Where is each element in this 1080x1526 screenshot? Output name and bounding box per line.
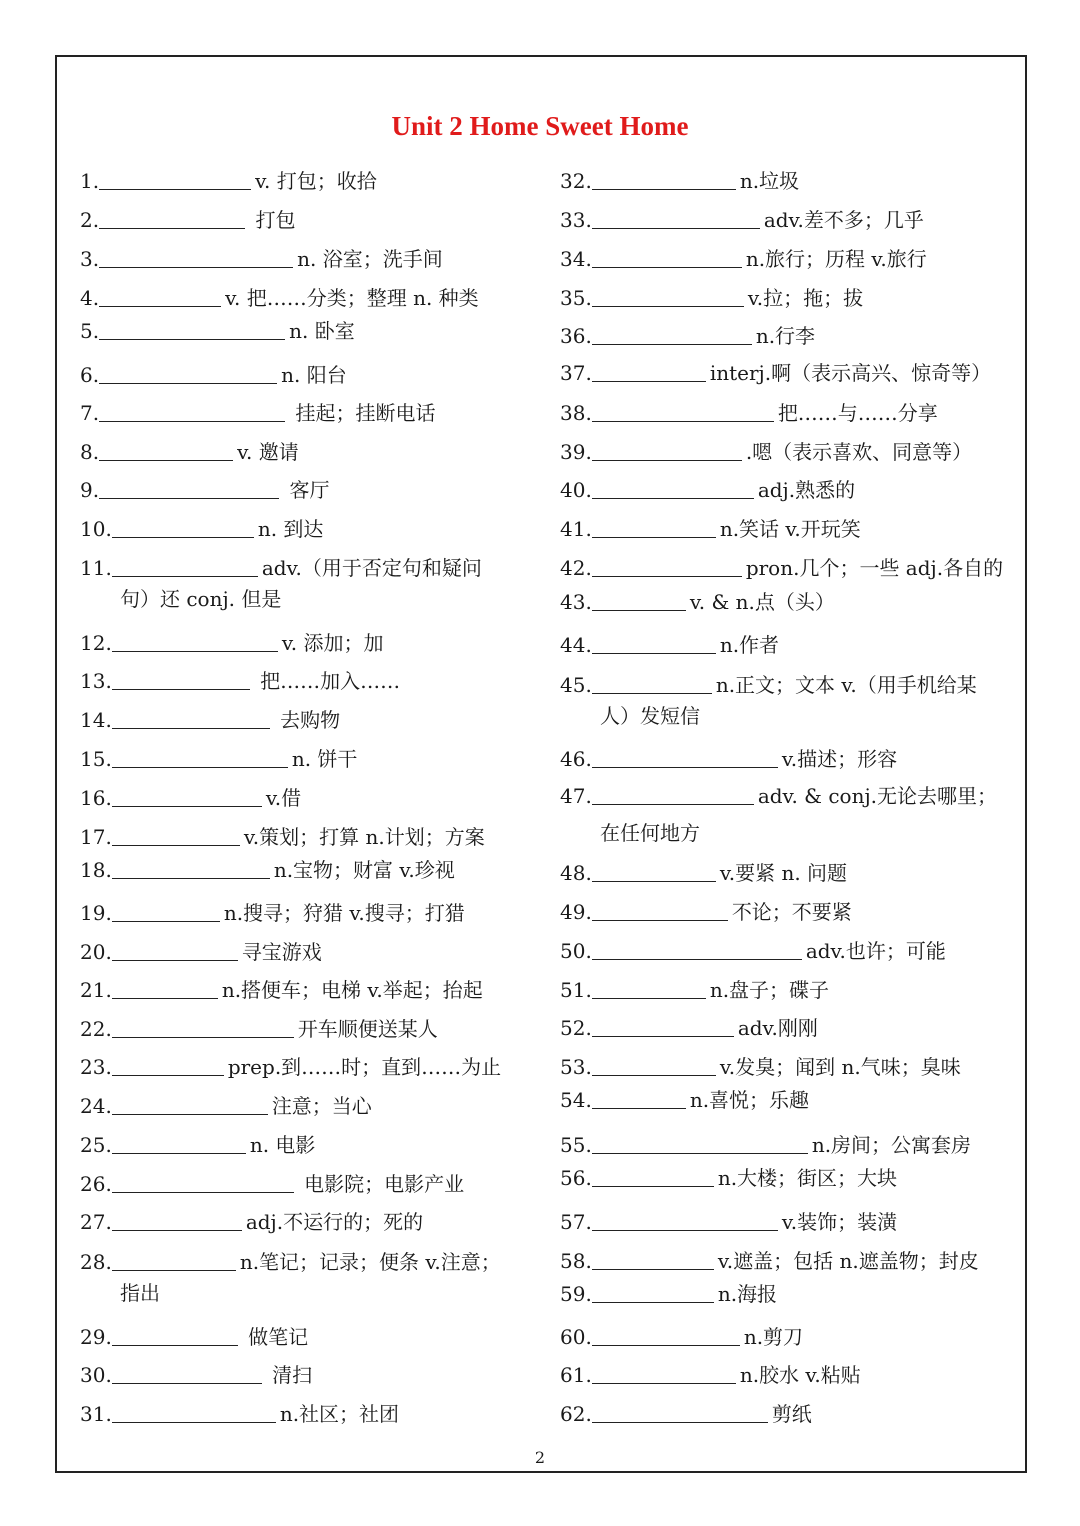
vocab-item: [80, 1016, 438, 1042]
worksheet-title: Unit 2 Home Sweet Home: [391, 111, 689, 141]
answer-blank[interactable]: [592, 324, 752, 345]
vocab-item: [560, 632, 779, 658]
vocab-item: [80, 477, 329, 503]
answer-blank[interactable]: [112, 669, 250, 690]
item-meaning: 电影院；电影产业: [297, 1172, 465, 1196]
vocab-item: [560, 1401, 812, 1427]
item-number: 54.: [560, 1088, 592, 1112]
item-meaning-continuation: 句）还 conj. 但是: [120, 587, 282, 611]
answer-blank[interactable]: [112, 1094, 268, 1115]
answer-blank[interactable]: [99, 440, 233, 461]
item-number: 9.: [80, 478, 100, 502]
answer-blank[interactable]: [112, 1172, 294, 1193]
answer-blank[interactable]: [99, 363, 277, 384]
item-meaning: v.遮盖；包括 n.遮盖物；封皮: [717, 1249, 979, 1273]
item-number: 46.: [560, 747, 592, 771]
item-meaning: v.装饰；装潢: [781, 1210, 898, 1234]
item-meaning: n.盘子；碟子: [709, 978, 830, 1002]
item-number: 53.: [560, 1055, 592, 1079]
answer-blank[interactable]: [99, 286, 221, 307]
answer-blank[interactable]: [112, 1325, 238, 1346]
item-number: 2.: [80, 208, 100, 232]
answer-blank[interactable]: [112, 901, 220, 922]
answer-blank[interactable]: [99, 478, 279, 499]
item-meaning: 挂起；挂断电话: [289, 401, 436, 425]
item-number: 6.: [80, 363, 100, 387]
item-meaning: 注意；当心: [271, 1094, 372, 1118]
answer-blank[interactable]: [592, 440, 742, 461]
item-meaning: pron.几个；一些 adj.各自的: [745, 556, 1004, 580]
answer-blank[interactable]: [592, 978, 706, 999]
vocab-item: [80, 630, 383, 656]
vocab-item: [80, 207, 295, 233]
vocab-item: [80, 785, 301, 811]
item-meaning: adv.也许；可能: [805, 939, 946, 963]
item-meaning: v.策划；打算 n.计划；方案: [243, 825, 485, 849]
vocab-item: [80, 439, 299, 465]
item-number: 40.: [560, 478, 592, 502]
item-number: 56.: [560, 1166, 592, 1190]
vocab-item: [80, 977, 483, 1003]
vocab-item: [560, 400, 938, 426]
item-meaning: n.笑话 v.开玩笑: [719, 517, 861, 541]
item-meaning: 把……与……分享: [777, 401, 938, 425]
vocab-item: [80, 285, 479, 311]
vocab-item: [80, 746, 357, 772]
vocab-item: [560, 860, 847, 886]
item-meaning: n.搜寻；狩猎 v.搜寻；打猎: [223, 901, 465, 925]
item-number: 10.: [80, 517, 112, 541]
vocab-item: [80, 1132, 315, 1158]
vocab-item: [80, 1054, 501, 1080]
answer-blank[interactable]: [112, 1017, 294, 1038]
answer-blank[interactable]: [592, 784, 754, 805]
item-number: 19.: [80, 901, 112, 925]
item-meaning: n. 到达: [257, 517, 324, 541]
answer-blank[interactable]: [592, 633, 716, 654]
vocab-item: [560, 1087, 809, 1113]
item-number: 35.: [560, 286, 592, 310]
page-number: 2: [534, 1448, 546, 1467]
vocab-item: [560, 1054, 961, 1080]
item-number: 55.: [560, 1133, 592, 1157]
item-number: 21.: [80, 978, 112, 1002]
vocab-item: [560, 360, 991, 386]
item-number: 58.: [560, 1249, 592, 1273]
vocab-item: [560, 246, 927, 272]
vocab-item: [560, 168, 799, 194]
answer-blank[interactable]: [592, 861, 716, 882]
item-number: 15.: [80, 747, 112, 771]
item-meaning-continuation: 在任何地方: [600, 821, 700, 845]
vocab-item: [560, 1015, 818, 1041]
answer-blank[interactable]: [112, 1363, 262, 1384]
item-number: 59.: [560, 1282, 592, 1306]
vocab-item: [80, 857, 455, 883]
item-meaning: v. 添加；加: [281, 631, 384, 655]
item-meaning-continuation: 指出: [120, 1281, 160, 1305]
item-number: 28.: [80, 1250, 112, 1274]
item-meaning: 打包: [249, 208, 296, 232]
item-number: 31.: [80, 1402, 112, 1426]
answer-blank[interactable]: [99, 319, 285, 340]
answer-blank[interactable]: [592, 1055, 716, 1076]
answer-blank[interactable]: [99, 247, 293, 268]
vocab-item: [80, 1093, 372, 1119]
vocab-item: [80, 400, 435, 426]
answer-blank[interactable]: [592, 208, 760, 229]
item-number: 20.: [80, 940, 112, 964]
item-meaning: n. 卧室: [289, 319, 355, 343]
vocab-item: [560, 1165, 897, 1191]
item-meaning: n.房间；公寓套房: [811, 1133, 972, 1157]
answer-blank[interactable]: [112, 747, 288, 768]
item-number: 5.: [80, 319, 100, 343]
item-meaning: n.宝物；财富 v.珍视: [273, 858, 455, 882]
answer-blank[interactable]: [592, 590, 686, 611]
item-number: 48.: [560, 861, 592, 885]
item-number: 47.: [560, 784, 592, 808]
item-number: 38.: [560, 401, 592, 425]
answer-blank[interactable]: [592, 1402, 768, 1423]
vocab-item: [560, 899, 852, 925]
answer-blank[interactable]: [592, 747, 778, 768]
item-meaning: 做笔记: [241, 1325, 309, 1349]
answer-blank[interactable]: [592, 361, 706, 382]
item-number: 60.: [560, 1325, 592, 1349]
answer-blank[interactable]: [592, 900, 728, 921]
item-meaning: v. 把……分类；整理 n. 种类: [225, 286, 479, 310]
answer-blank[interactable]: [592, 673, 712, 694]
vocab-item: [560, 439, 972, 465]
item-meaning: adv.差不多；几乎: [763, 208, 924, 232]
answer-blank[interactable]: [592, 478, 754, 499]
vocab-item: [560, 207, 924, 233]
vocab-item: [560, 323, 815, 349]
item-number: 34.: [560, 247, 592, 271]
item-meaning: adv.（用于否定句和疑问: [261, 556, 482, 580]
answer-blank[interactable]: [112, 631, 278, 652]
item-meaning: v. 打包；收拾: [255, 169, 377, 193]
item-number: 3.: [80, 247, 100, 271]
answer-blank[interactable]: [592, 1166, 714, 1187]
answer-blank[interactable]: [112, 1055, 224, 1076]
vocab-item: [80, 1362, 312, 1388]
item-number: 57.: [560, 1210, 592, 1234]
vocab-item: [80, 824, 485, 850]
answer-blank[interactable]: [99, 401, 285, 422]
answer-blank[interactable]: [112, 708, 270, 729]
item-meaning: adv. & conj.无论去哪里；: [757, 784, 998, 808]
item-meaning: n. 饼干: [291, 747, 358, 771]
answer-blank[interactable]: [112, 978, 218, 999]
item-meaning: 去购物: [273, 708, 341, 732]
item-number: 44.: [560, 633, 592, 657]
item-meaning: 把……加入……: [253, 669, 401, 693]
answer-blank[interactable]: [592, 1249, 714, 1270]
vocab-item: [560, 1248, 979, 1274]
item-meaning: v.描述；形容: [781, 747, 898, 771]
answer-blank[interactable]: [112, 556, 258, 577]
item-meaning: v.拉；拖；拔: [747, 286, 864, 310]
item-meaning: n.垃圾: [739, 169, 800, 193]
vocab-item: [560, 589, 835, 615]
item-number: 4.: [80, 286, 100, 310]
item-meaning: 清扫: [265, 1363, 313, 1387]
item-number: 52.: [560, 1016, 592, 1040]
item-number: 26.: [80, 1172, 112, 1196]
vocab-item: [80, 362, 347, 388]
answer-blank[interactable]: [112, 786, 262, 807]
item-meaning: v.要紧 n. 问题: [719, 861, 848, 885]
vocab-item: [80, 1401, 399, 1427]
vocab-item: [560, 1324, 803, 1350]
vocab-item: [560, 516, 861, 542]
answer-blank[interactable]: [112, 1250, 236, 1271]
answer-blank[interactable]: [592, 1363, 736, 1384]
vocab-item: [560, 1362, 861, 1388]
item-number: 30.: [80, 1363, 112, 1387]
vocab-item: [560, 938, 946, 964]
item-number: 24.: [80, 1094, 112, 1118]
item-meaning: n.海报: [717, 1282, 778, 1306]
item-number: 61.: [560, 1363, 592, 1387]
item-meaning: v. & n.点（头）: [689, 590, 835, 614]
vocab-item: [560, 555, 1003, 581]
item-number: 37.: [560, 361, 592, 385]
answer-blank[interactable]: [592, 1282, 714, 1303]
vocab-item: [80, 1171, 464, 1197]
item-number: 12.: [80, 631, 112, 655]
item-meaning: v.借: [265, 786, 302, 810]
item-number: 11.: [80, 556, 112, 580]
item-meaning: 客厅: [283, 478, 330, 502]
item-number: 1.: [80, 169, 100, 193]
item-meaning: n.搭便车；电梯 v.举起；抬起: [221, 978, 483, 1002]
answer-blank[interactable]: [99, 169, 251, 190]
vocab-item: [80, 168, 377, 194]
item-meaning: v. 邀请: [237, 440, 299, 464]
item-meaning: prep.到……时；直到……为止: [227, 1055, 502, 1079]
vocab-item: [80, 1249, 501, 1275]
answer-blank[interactable]: [112, 1210, 242, 1231]
answer-blank[interactable]: [592, 1016, 734, 1037]
item-number: 17.: [80, 825, 112, 849]
answer-blank[interactable]: [592, 556, 742, 577]
item-number: 16.: [80, 786, 112, 810]
item-meaning: adj.熟悉的: [757, 478, 856, 502]
answer-blank[interactable]: [592, 401, 774, 422]
vocab-item: [80, 555, 482, 581]
vocab-item: [80, 939, 322, 965]
item-number: 22.: [80, 1017, 112, 1041]
answer-blank[interactable]: [112, 1402, 276, 1423]
item-number: 14.: [80, 708, 112, 732]
item-number: 23.: [80, 1055, 112, 1079]
answer-blank[interactable]: [592, 1210, 778, 1231]
item-number: 25.: [80, 1133, 112, 1157]
vocab-item: [80, 516, 323, 542]
answer-blank[interactable]: [592, 286, 744, 307]
answer-blank[interactable]: [112, 940, 238, 961]
vocab-item: [560, 783, 997, 809]
item-number: 45.: [560, 673, 592, 697]
answer-blank[interactable]: [592, 1088, 686, 1109]
item-meaning: n.胶水 v.粘贴: [739, 1363, 861, 1387]
item-number: 42.: [560, 556, 592, 580]
item-number: 33.: [560, 208, 592, 232]
item-meaning: n.大楼；街区；大块: [717, 1166, 898, 1190]
item-number: 32.: [560, 169, 592, 193]
item-meaning: .嗯（表示喜欢、同意等）: [745, 440, 973, 464]
item-number: 18.: [80, 858, 112, 882]
item-meaning: n. 浴室；洗手间: [297, 247, 443, 271]
item-number: 49.: [560, 900, 592, 924]
vocab-item: [80, 318, 355, 344]
item-number: 51.: [560, 978, 592, 1002]
item-meaning: 寻宝游戏: [241, 940, 322, 964]
item-meaning: n.旅行；历程 v.旅行: [745, 247, 927, 271]
item-number: 41.: [560, 517, 592, 541]
item-meaning: n.社区；社团: [279, 1402, 400, 1426]
vocab-item: [560, 285, 863, 311]
vocab-item: [560, 1209, 897, 1235]
item-meaning: v.发臭；闻到 n.气味；臭味: [719, 1055, 961, 1079]
answer-blank[interactable]: [112, 517, 254, 538]
vocab-item: [560, 746, 897, 772]
item-number: 13.: [80, 669, 112, 693]
vocab-item: [80, 246, 443, 272]
answer-blank[interactable]: [592, 939, 802, 960]
answer-blank[interactable]: [112, 1133, 246, 1154]
answer-blank[interactable]: [592, 247, 742, 268]
item-meaning-continuation: 人）发短信: [600, 704, 700, 728]
item-number: 29.: [80, 1325, 112, 1349]
item-number: 8.: [80, 440, 100, 464]
vocab-item: [80, 1209, 423, 1235]
item-meaning: n.正文；文本 v.（用手机给某: [715, 673, 977, 697]
item-meaning: n.行李: [755, 324, 816, 348]
item-number: 50.: [560, 939, 592, 963]
vocab-item: [560, 477, 855, 503]
vocab-item: [80, 668, 400, 694]
answer-blank[interactable]: [592, 1133, 808, 1154]
item-meaning: n. 阳台: [281, 363, 347, 387]
answer-blank[interactable]: [112, 825, 240, 846]
item-number: 62.: [560, 1402, 592, 1426]
item-meaning: 不论；不要紧: [731, 900, 852, 924]
answer-blank[interactable]: [592, 169, 736, 190]
vocab-item: [560, 1132, 971, 1158]
vocab-item: [560, 672, 977, 698]
vocab-item: [560, 977, 829, 1003]
item-meaning: n. 电影: [249, 1133, 316, 1157]
item-meaning: 开车顺便送某人: [297, 1017, 438, 1041]
item-meaning: adv.刚刚: [737, 1016, 818, 1040]
item-meaning: n.剪刀: [743, 1325, 804, 1349]
answer-blank[interactable]: [99, 208, 245, 229]
item-number: 7.: [80, 401, 100, 425]
answer-blank[interactable]: [592, 517, 716, 538]
vocab-item: [80, 707, 340, 733]
item-meaning: n.喜悦；乐趣: [689, 1088, 810, 1112]
item-meaning: n.笔记；记录；便条 v.注意；: [239, 1250, 501, 1274]
vocab-item: [560, 1281, 777, 1307]
answer-blank[interactable]: [112, 858, 270, 879]
vocab-item: [80, 1324, 308, 1350]
item-number: 43.: [560, 590, 592, 614]
item-meaning: n.作者: [719, 633, 780, 657]
item-number: 27.: [80, 1210, 112, 1234]
item-meaning: 剪纸: [771, 1402, 812, 1426]
answer-blank[interactable]: [592, 1325, 740, 1346]
item-meaning: interj.啊（表示高兴、惊奇等）: [709, 361, 992, 385]
item-meaning: adj.不运行的；死的: [245, 1210, 424, 1234]
vocab-item: [80, 900, 465, 926]
item-number: 39.: [560, 440, 592, 464]
item-number: 36.: [560, 324, 592, 348]
